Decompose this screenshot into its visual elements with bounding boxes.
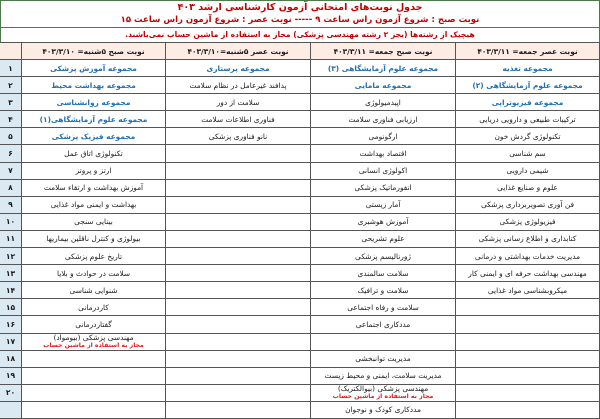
cell-friday-morning [311, 60, 456, 77]
cell-text: آموزش بهداشت و ارتقاء سلامت [43, 183, 144, 193]
row-number: ۱ [0, 60, 22, 77]
cell-text: انفورماتیک پزشکی [354, 183, 412, 193]
cell-text: شیمی دارویی [506, 166, 549, 176]
table-row [0, 128, 600, 145]
cell-friday-morning [311, 248, 456, 265]
cell-text: اکولوژی انسانی [358, 166, 408, 176]
table-row [0, 179, 600, 196]
cell-friday-morning [311, 111, 456, 128]
cell-thursday-morning [22, 248, 166, 265]
cell-friday-afternoon [456, 367, 600, 384]
cell-text: مهندسی پزشکی (بیوالکتریک) [337, 384, 429, 394]
cell-text: مجموعه روانشناسی [56, 97, 131, 107]
table-row [0, 367, 600, 384]
row-number: ۱۶ [0, 316, 22, 333]
calculator-notice: هیچیک از رشته‌ها (بجز ۲ رشته مهندسی پزشکی) مجاز به استفاده از ماشین حساب نمی‌باشند. [1, 27, 599, 40]
cell-text: ارگونومی [368, 131, 398, 141]
table-row [0, 384, 600, 401]
row-number: ۱۵ [0, 299, 22, 316]
cell-thursday-morning [22, 179, 166, 196]
cell-thursday-morning [22, 128, 166, 145]
table-row [0, 162, 600, 179]
cell-text: بهداشت و ایمنی مواد غذایی [50, 200, 137, 210]
cell-friday-afternoon [456, 60, 600, 77]
cell-text: مهندسی بهداشت حرفه ای و ایمنی کار [468, 268, 587, 278]
cell-thursday-morning [22, 213, 166, 230]
row-number: ۹ [0, 196, 22, 213]
cell-thursday-morning [22, 230, 166, 247]
cell-friday-morning [311, 367, 456, 384]
cell-text: فناوری اطلاعات سلامت [201, 114, 275, 124]
cell-friday-afternoon [456, 248, 600, 265]
cell-text: مجموعه علوم آزمایشگاهی (۳) [327, 63, 439, 73]
table-header-row [0, 43, 600, 60]
table-row [0, 316, 600, 333]
cell-text: مجموعه مامایی [354, 80, 412, 90]
cell-friday-afternoon [456, 401, 600, 418]
cell-text: علوم تشریحی [361, 234, 405, 244]
row-number: ۱۹ [0, 367, 22, 384]
cell-text: تاریخ علوم پزشکی [64, 251, 123, 261]
cell-friday-afternoon [456, 299, 600, 316]
cell-friday-morning [311, 162, 456, 179]
cell-text: مهندسی پزشکی (بیومواد) [53, 333, 134, 343]
cell-text: سلامت سالمندی [357, 268, 409, 278]
cell-friday-morning [311, 299, 456, 316]
page-title: جدول نوبت‌های امتحانی آزمون کارشناسی ارشد ۴۰۳ [177, 2, 423, 13]
cell-friday-afternoon [456, 213, 600, 230]
row-number: ۲ [0, 77, 22, 94]
cell-text: سم شناسی [509, 149, 546, 159]
row-number: ۷ [0, 162, 22, 179]
cell-thursday-afternoon [166, 282, 311, 299]
cell-friday-morning [311, 77, 456, 94]
cell-text: مددکاری اجتماعی [355, 319, 411, 329]
cell-text: کاردرمانی [78, 302, 109, 312]
cell-text: مدیریت سلامت، ایمنی و محیط زیست [324, 371, 442, 381]
cell-text: سلامت و رفاه اجتماعی [347, 302, 419, 312]
cell-thursday-morning [22, 384, 166, 401]
cell-thursday-afternoon [166, 384, 311, 401]
cell-thursday-morning [22, 350, 166, 367]
cell-text: بینایی سنجی [74, 217, 113, 227]
session-times-subtitle: نوبت صبح : شروع آزمون راس ساعت ۹ ----- نوبت عصر : شروع آزمون راس ساعت ۱۵ [120, 15, 480, 25]
cell-thursday-afternoon [166, 248, 311, 265]
cell-thursday-morning [22, 316, 166, 333]
cell-thursday-afternoon [166, 333, 311, 350]
cell-text: مددکاری کودک و نوجوان [345, 405, 421, 415]
cell-text: ژورنالیسم پزشکی [355, 251, 411, 261]
column-header-friday-morning: نوبت صبح جمعه= ۴۰۳/۳/۱۱ [311, 43, 456, 60]
table-row [0, 60, 600, 77]
cell-text: تکنولوژی اتاق عمل [64, 149, 123, 159]
row-number: ۱۴ [0, 282, 22, 299]
cell-thursday-afternoon [166, 316, 311, 333]
table-row [0, 265, 600, 282]
column-header-friday-afternoon: نوبت عصر جمعه= ۴۰۳/۳/۱۱ [456, 43, 600, 60]
cell-text: اقتصاد بهداشت [359, 149, 407, 159]
cell-text: مجموعه فیزیوتراپی [491, 97, 564, 107]
cell-text: شنوایی شناسی [69, 285, 118, 295]
cell-friday-morning [311, 213, 456, 230]
row-number: ۴ [0, 111, 22, 128]
table-row [0, 282, 600, 299]
cell-text: بیولوژی و کنترل ناقلین بیماریها [46, 234, 141, 244]
row-number [0, 401, 22, 418]
table-row [0, 299, 600, 316]
cell-friday-afternoon [456, 162, 600, 179]
cell-thursday-morning [22, 282, 166, 299]
cell-text: مدیریت خدمات بهداشتی و درمانی [474, 251, 581, 261]
row-number: ۱۱ [0, 230, 22, 247]
table-row [0, 248, 600, 265]
cell-friday-morning [311, 196, 456, 213]
table-row [0, 401, 600, 418]
table-row [0, 333, 600, 350]
cell-thursday-afternoon [166, 162, 311, 179]
cell-thursday-afternoon [166, 77, 311, 94]
cell-text: علوم و صنایع غذایی [497, 183, 558, 193]
cell-friday-afternoon [456, 350, 600, 367]
table-row [0, 77, 600, 94]
cell-text: مجموعه تغذیه [502, 63, 553, 73]
table-row [0, 145, 600, 162]
cell-text: پدافند غیرعامل در نظام سلامت [189, 80, 287, 90]
cell-friday-afternoon [456, 77, 600, 94]
cell-text: مجموعه علوم آزمایشگاهی (۲) [472, 80, 583, 90]
cell-thursday-morning [22, 196, 166, 213]
cell-text: سلامت از دور [216, 97, 260, 107]
row-number: ۳ [0, 94, 22, 111]
cell-thursday-afternoon [166, 111, 311, 128]
column-header-thursday-morning: نوبت صبح ۵شنبه= ۴۰۳/۳/۱۰ [22, 43, 166, 60]
cell-thursday-morning [22, 94, 166, 111]
cell-thursday-afternoon [166, 265, 311, 282]
exam-schedule-table [0, 42, 600, 419]
cell-friday-afternoon [456, 111, 600, 128]
cell-friday-morning [311, 128, 456, 145]
cell-thursday-morning [22, 265, 166, 282]
cell-friday-morning [311, 333, 456, 350]
calculator-allowed-note: مجاز به استفاده از ماشین حساب [332, 393, 434, 401]
cell-thursday-morning [22, 367, 166, 384]
table-row [0, 350, 600, 367]
row-number: ۱۸ [0, 350, 22, 367]
row-number: ۱۷ [0, 333, 22, 350]
cell-thursday-morning [22, 333, 166, 350]
table-row [0, 230, 600, 247]
cell-text: ارتز و پروتز [75, 166, 112, 176]
cell-text: مجموعه علوم آزمایشگاهی(۱) [39, 114, 148, 124]
cell-text: آمار زیستی [365, 200, 401, 210]
cell-friday-morning [311, 350, 456, 367]
cell-thursday-afternoon [166, 401, 311, 418]
table-row [0, 196, 600, 213]
title-block [0, 0, 600, 42]
cell-text: نانو فناوری پزشکی [208, 131, 268, 141]
row-number: ۱۳ [0, 265, 22, 282]
cell-text: ترکیبات طبیعی و دارویی دریایی [479, 114, 576, 124]
cell-text: فن آوری تصویربرداری پزشکی [480, 200, 574, 210]
cell-friday-morning [311, 145, 456, 162]
cell-friday-morning [311, 282, 456, 299]
cell-friday-afternoon [456, 333, 600, 350]
cell-thursday-afternoon [166, 213, 311, 230]
column-header-thursday-afternoon: نوبت عصر ۵شنبه=۴۰۳/۳/۱۰ [166, 43, 311, 60]
column-header-row-number [0, 43, 22, 60]
cell-friday-afternoon [456, 94, 600, 111]
cell-text: مجموعه بهداشت محیط [51, 80, 136, 90]
cell-thursday-morning [22, 77, 166, 94]
table-row [0, 111, 600, 128]
cell-text: سلامت و ترافیک [357, 285, 409, 295]
row-number: ۲۰ [0, 384, 22, 401]
cell-thursday-morning [22, 299, 166, 316]
cell-thursday-morning [22, 145, 166, 162]
cell-thursday-afternoon [166, 299, 311, 316]
cell-friday-morning [311, 179, 456, 196]
cell-thursday-morning [22, 162, 166, 179]
cell-thursday-afternoon [166, 350, 311, 367]
table-body [0, 60, 600, 419]
cell-friday-morning [311, 316, 456, 333]
cell-thursday-morning [22, 60, 166, 77]
calculator-allowed-note: مجاز به استفاده از ماشین حساب [43, 342, 144, 350]
table-row [0, 94, 600, 111]
cell-thursday-afternoon [166, 230, 311, 247]
cell-friday-morning [311, 384, 456, 401]
cell-text: مدیریت توانبخشی [355, 354, 411, 364]
cell-thursday-afternoon [166, 179, 311, 196]
cell-friday-afternoon [456, 128, 600, 145]
row-number: ۱۰ [0, 213, 22, 230]
cell-friday-afternoon [456, 282, 600, 299]
cell-friday-afternoon [456, 196, 600, 213]
cell-friday-afternoon [456, 230, 600, 247]
cell-thursday-morning [22, 401, 166, 418]
cell-thursday-afternoon [166, 367, 311, 384]
cell-thursday-afternoon [166, 145, 311, 162]
row-number: ۱۲ [0, 248, 22, 265]
cell-text: ارزیابی فناوری سلامت [348, 114, 418, 124]
cell-text: فیزیولوژی پزشکی [499, 217, 556, 227]
cell-text: مجموعه آموزش پزشکی [50, 63, 137, 73]
cell-thursday-afternoon [166, 128, 311, 145]
cell-text: سلامت در حوادث و بلایا [56, 268, 131, 278]
cell-text: مجموعه فیزیک پزشکی [51, 131, 136, 141]
cell-text: میکروبشناسی مواد غذایی [487, 285, 568, 295]
table-row [0, 213, 600, 230]
cell-thursday-afternoon [166, 94, 311, 111]
cell-text: اپیدمیولوژی [365, 97, 401, 107]
cell-text: آموزش هوشبری [357, 217, 409, 227]
row-number: ۶ [0, 145, 22, 162]
cell-text: تکنولوژی گردش خون [494, 131, 561, 141]
cell-text: گفتاردرمانی [75, 319, 112, 329]
cell-friday-afternoon [456, 179, 600, 196]
cell-friday-morning [311, 265, 456, 282]
cell-friday-morning [311, 401, 456, 418]
cell-thursday-afternoon [166, 60, 311, 77]
cell-text: کتابداری و اطلاع رسانی پزشکی [478, 234, 577, 244]
cell-friday-afternoon [456, 265, 600, 282]
table-header [0, 43, 600, 60]
cell-friday-morning [311, 94, 456, 111]
cell-thursday-morning [22, 111, 166, 128]
cell-friday-morning [311, 230, 456, 247]
row-number: ۵ [0, 128, 22, 145]
cell-friday-afternoon [456, 384, 600, 401]
cell-friday-afternoon [456, 316, 600, 333]
row-number: ۸ [0, 179, 22, 196]
cell-friday-afternoon [456, 145, 600, 162]
cell-thursday-afternoon [166, 196, 311, 213]
cell-text: مجموعه پرستاری [206, 63, 270, 73]
